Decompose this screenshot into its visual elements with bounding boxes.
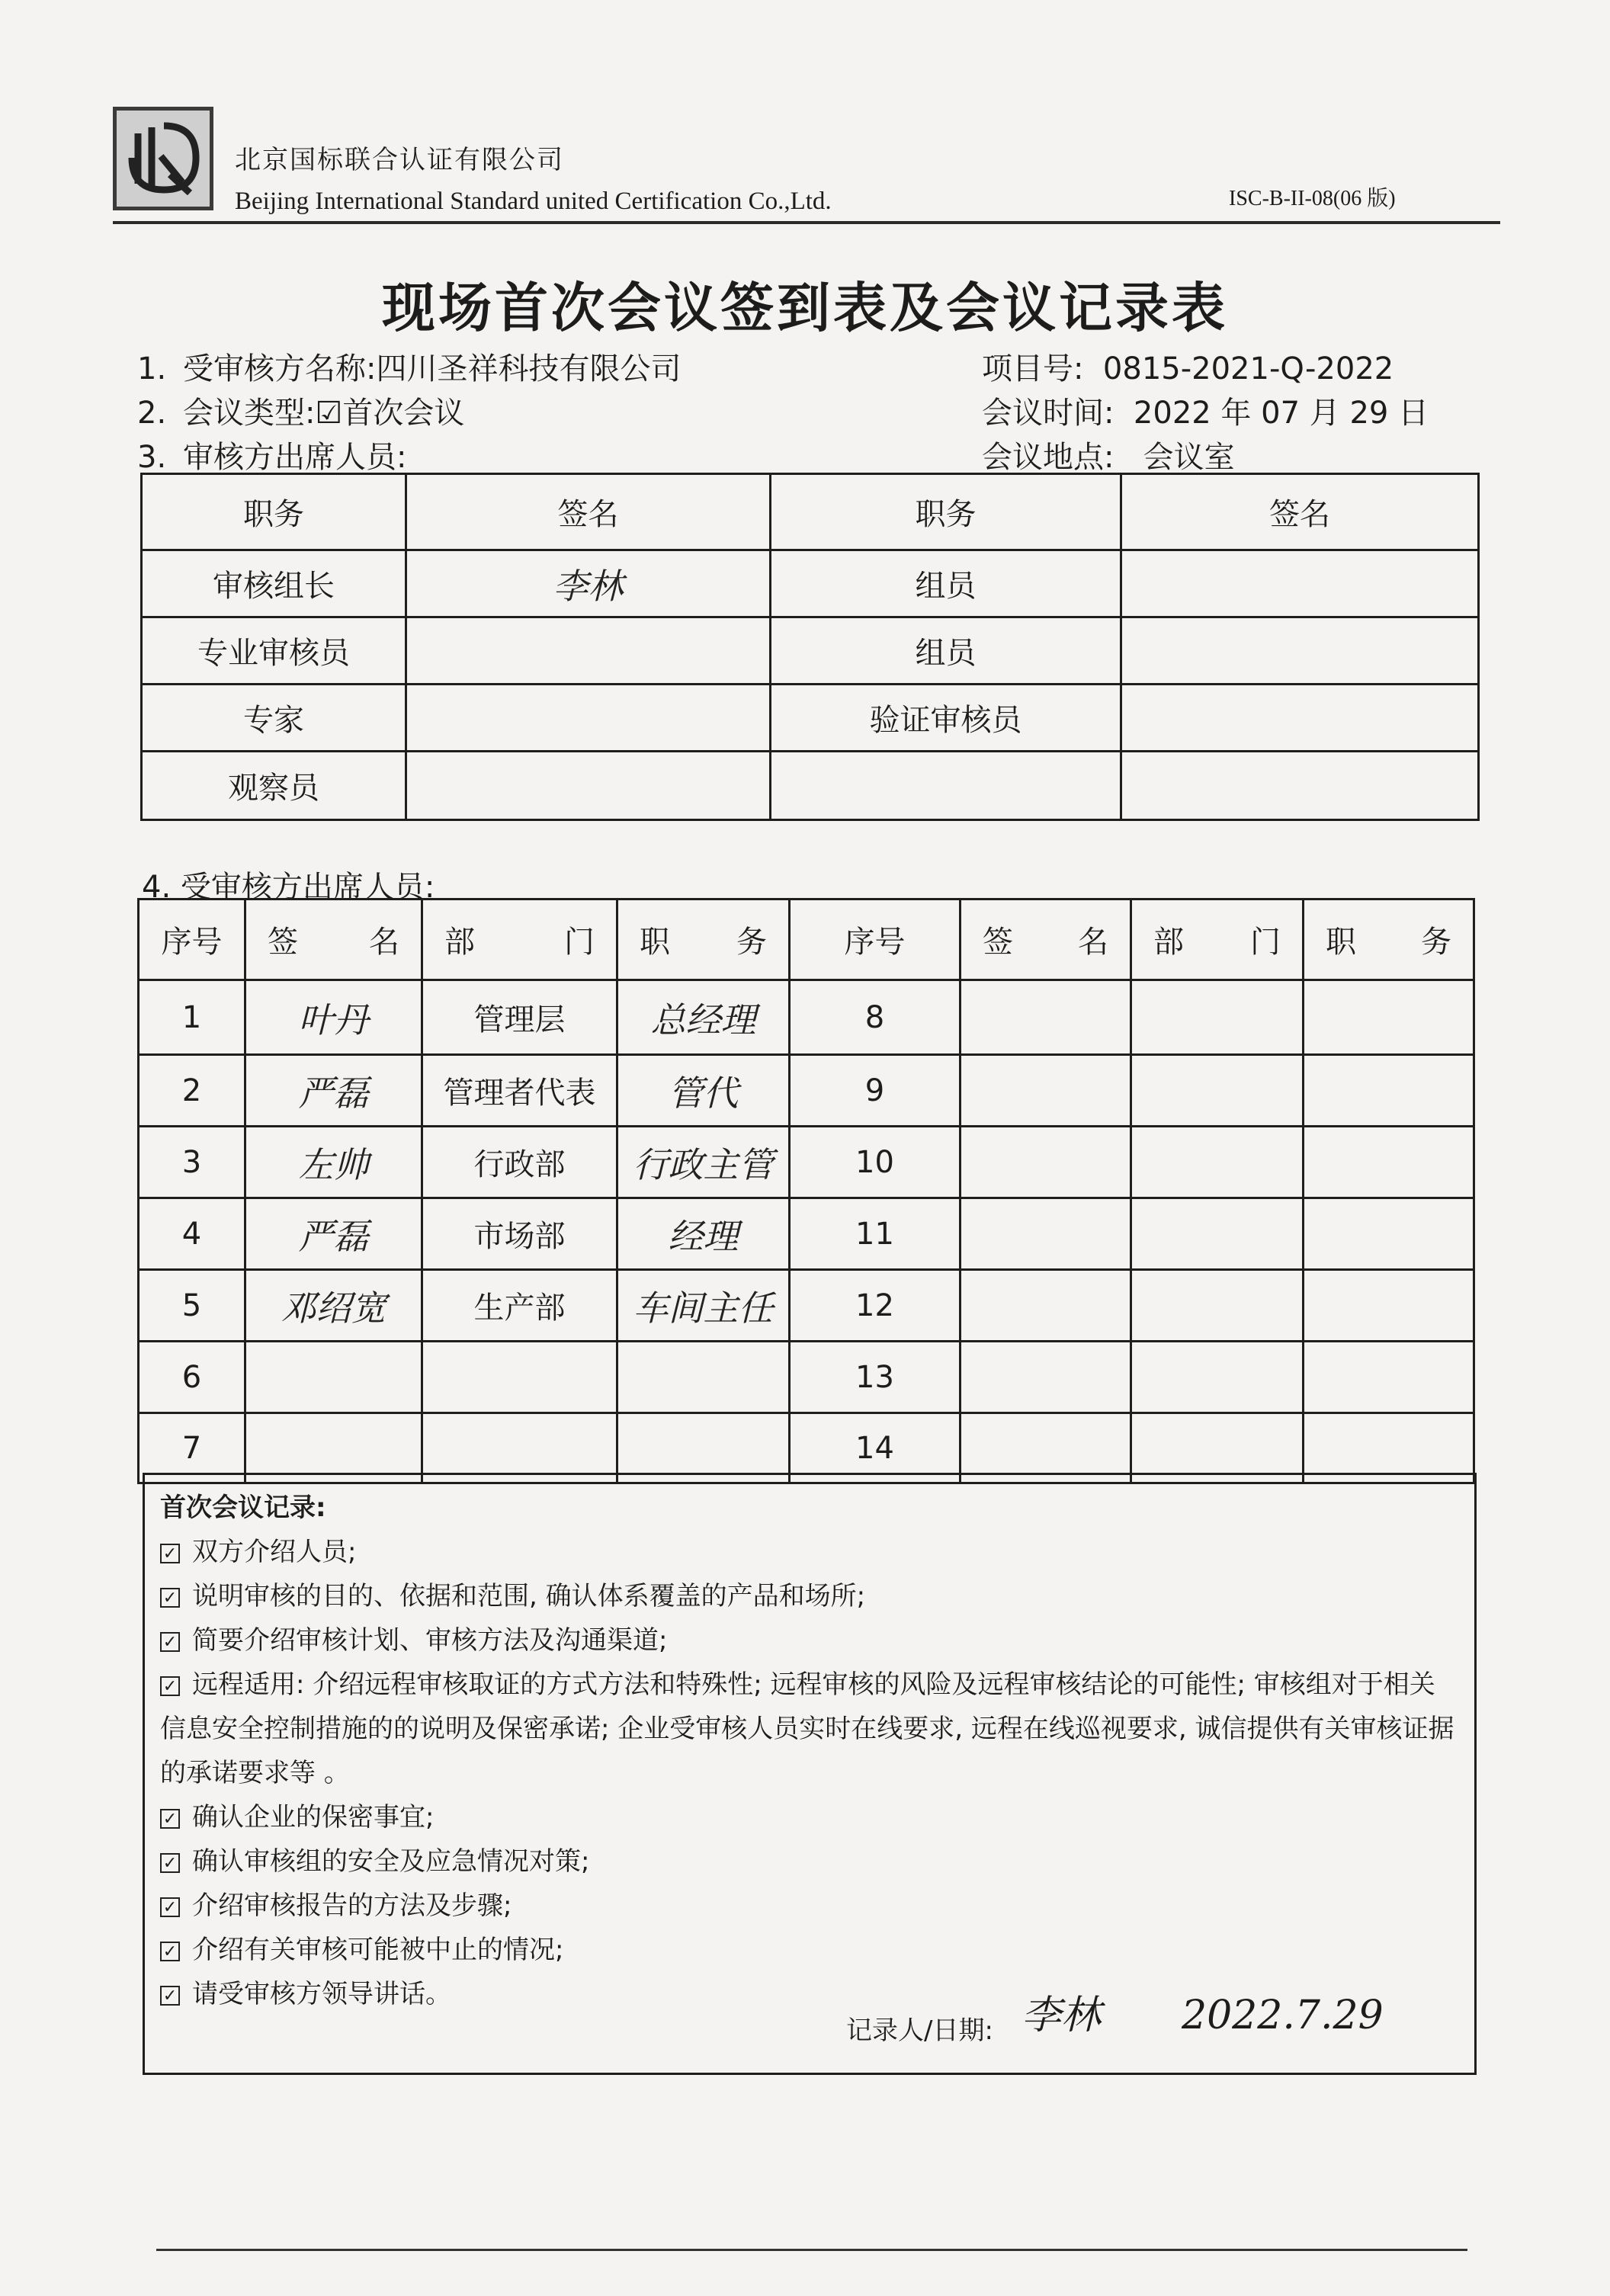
role-cell: 行政主管 bbox=[617, 1127, 790, 1198]
role-cell bbox=[1304, 1270, 1474, 1342]
checklist-item-text: 请受审核方领导讲话。 bbox=[192, 1979, 451, 2009]
seq-cell: 4 bbox=[139, 1198, 245, 1270]
signature-cell[interactable]: 严磊 bbox=[245, 1198, 422, 1270]
role-cell: 管代 bbox=[617, 1055, 790, 1127]
header-signature: 签 名 bbox=[245, 899, 422, 980]
table-row bbox=[142, 685, 1479, 752]
auditee-attendees-line: 4. 受审核方出席人员: bbox=[142, 870, 435, 905]
table-row bbox=[139, 1198, 1474, 1270]
checklist-item-text: 双方介绍人员; bbox=[192, 1537, 357, 1567]
signature-cell[interactable] bbox=[1121, 617, 1479, 685]
header-department: 部 门 bbox=[422, 899, 617, 980]
department-cell bbox=[1131, 1270, 1304, 1342]
table-row bbox=[139, 1055, 1474, 1127]
department-cell bbox=[1131, 1055, 1304, 1127]
signature-cell[interactable]: 李林 bbox=[406, 550, 771, 617]
signature-cell[interactable] bbox=[961, 1127, 1131, 1198]
form-code: ISC-B-II-08(06 版) bbox=[1229, 187, 1396, 210]
meeting-place-value: 会议室 bbox=[1143, 440, 1235, 475]
header-department: 部 门 bbox=[1131, 899, 1304, 980]
checkbox-icon[interactable]: ✓ bbox=[160, 1588, 180, 1608]
role-cell: 验证审核员 bbox=[771, 685, 1121, 752]
auditor-attendees-label: 审核方出席人员: bbox=[183, 440, 407, 475]
signature-cell[interactable] bbox=[961, 1342, 1131, 1413]
signature-cell[interactable]: 邓绍宽 bbox=[245, 1270, 422, 1342]
meeting-time-line bbox=[982, 389, 1429, 432]
recorder-date[interactable]: 2022.7.29 bbox=[1182, 1993, 1384, 2038]
seq-cell: 14 bbox=[790, 1413, 961, 1483]
checklist-item bbox=[160, 1884, 1459, 1928]
project-line bbox=[982, 345, 1394, 388]
seq-cell: 6 bbox=[139, 1342, 245, 1413]
seq-cell: 2 bbox=[139, 1055, 245, 1127]
department-cell: 管理者代表 bbox=[422, 1055, 617, 1127]
signature-cell[interactable] bbox=[406, 685, 771, 752]
role-cell bbox=[1304, 1198, 1474, 1270]
meeting-place-label: 会议地点: bbox=[982, 440, 1114, 475]
notes-checklist bbox=[160, 1530, 1459, 2016]
signature-cell[interactable] bbox=[1121, 550, 1479, 617]
table-row bbox=[139, 980, 1474, 1055]
checklist-item-text: 远程适用: 介绍远程审核取证的方式方法和特殊性; 远程审核的风险及远程审核结论的可能性; 审核组对于相关信息安全控制措施的的说明及保密承诺; 企业受审核人员实时在线要求, 远程在线巡视要求, 诚信提供有关审核证据的承诺要求等 。 bbox=[160, 1669, 1454, 1788]
checklist-item-text: 介绍有关审核可能被中止的情况; bbox=[192, 1935, 564, 1965]
role-cell bbox=[617, 1342, 790, 1413]
department-cell: 管理层 bbox=[422, 980, 617, 1055]
department-cell bbox=[422, 1342, 617, 1413]
auditee-table-header bbox=[139, 899, 1474, 980]
signature-cell[interactable] bbox=[406, 752, 771, 820]
header-seq: 序号 bbox=[790, 899, 961, 980]
checklist-item-text: 确认企业的保密事宜; bbox=[192, 1802, 435, 1833]
checklist-item bbox=[160, 1839, 1459, 1884]
seq-cell: 8 bbox=[790, 980, 961, 1055]
seq-cell: 13 bbox=[790, 1342, 961, 1413]
table-row bbox=[139, 1342, 1474, 1413]
seq-cell: 1 bbox=[139, 980, 245, 1055]
seq-cell: 3 bbox=[139, 1127, 245, 1198]
role-cell: 总经理 bbox=[617, 980, 790, 1055]
footer-divider bbox=[156, 2249, 1467, 2251]
role-cell: 观察员 bbox=[142, 752, 406, 820]
department-cell bbox=[1131, 1342, 1304, 1413]
table-row bbox=[142, 752, 1479, 820]
checkbox-icon[interactable]: ✓ bbox=[160, 1897, 180, 1917]
header-role: 职务 bbox=[771, 474, 1121, 550]
project-label: 项目号: bbox=[982, 351, 1084, 386]
auditee-attendees-label: 受审核方出席人员: bbox=[180, 870, 435, 905]
auditor-attendees-line: 3. 审核方出席人员: bbox=[137, 440, 407, 475]
checklist-item bbox=[160, 1618, 1459, 1663]
table-row bbox=[142, 617, 1479, 685]
department-cell: 生产部 bbox=[422, 1270, 617, 1342]
checklist-item bbox=[160, 1574, 1459, 1618]
company-name-en: Beijing International Standard united Certification Co.,Ltd. bbox=[235, 188, 832, 215]
seq-cell: 5 bbox=[139, 1270, 245, 1342]
signature-cell[interactable] bbox=[961, 1270, 1131, 1342]
department-cell bbox=[1131, 1127, 1304, 1198]
meeting-type-label: 会议类型: bbox=[183, 396, 316, 431]
checklist-item bbox=[160, 1530, 1459, 1574]
company-logo bbox=[113, 107, 213, 210]
department-cell: 行政部 bbox=[422, 1127, 617, 1198]
auditee-table-body bbox=[139, 980, 1474, 1483]
seq-cell: 10 bbox=[790, 1127, 961, 1198]
checkbox-icon[interactable]: ✓ bbox=[160, 1544, 180, 1563]
header-role: 职 务 bbox=[617, 899, 790, 980]
checklist-item bbox=[160, 1663, 1459, 1795]
meeting-type-line: 2. 会议类型:☑首次会议 bbox=[137, 396, 465, 431]
signature-cell[interactable]: 严磊 bbox=[245, 1055, 422, 1127]
signature-cell[interactable] bbox=[961, 980, 1131, 1055]
auditor-attendance-table bbox=[140, 473, 1480, 821]
meeting-time-label: 会议时间: bbox=[982, 396, 1114, 431]
department-cell: 市场部 bbox=[422, 1198, 617, 1270]
isc-logo-icon bbox=[117, 111, 210, 207]
checklist-item-text: 确认审核组的安全及应急情况对策; bbox=[192, 1846, 590, 1877]
header-seq: 序号 bbox=[139, 899, 245, 980]
department-cell bbox=[1131, 980, 1304, 1055]
recorder-signature[interactable]: 李林 bbox=[1021, 1993, 1102, 2038]
role-cell: 专业审核员 bbox=[142, 617, 406, 685]
role-cell bbox=[1304, 980, 1474, 1055]
seq-cell: 9 bbox=[790, 1055, 961, 1127]
role-cell: 经理 bbox=[617, 1198, 790, 1270]
meeting-type-value: 首次会议 bbox=[342, 396, 465, 431]
recorder-label: 记录人/日期: bbox=[846, 2015, 993, 2046]
role-cell bbox=[1304, 1055, 1474, 1127]
checklist-item-text: 介绍审核报告的方法及步骤; bbox=[192, 1890, 512, 1921]
checkbox-icon[interactable]: ✓ bbox=[160, 1986, 180, 2006]
role-cell bbox=[1304, 1342, 1474, 1413]
signature-cell[interactable] bbox=[406, 617, 771, 685]
signature-cell[interactable]: 叶丹 bbox=[245, 980, 422, 1055]
auditee-name-label: 受审核方名称: bbox=[183, 351, 377, 386]
checkbox-icon[interactable]: ✓ bbox=[160, 1942, 180, 1961]
header-signature: 签 名 bbox=[961, 899, 1131, 980]
role-cell: 车间主任 bbox=[617, 1270, 790, 1342]
table-row bbox=[139, 1270, 1474, 1342]
header-role: 职 务 bbox=[1304, 899, 1474, 980]
signature-cell[interactable] bbox=[961, 1055, 1131, 1127]
signature-cell[interactable] bbox=[1121, 685, 1479, 752]
company-name-cn: 北京国标联合认证有限公司 bbox=[235, 145, 564, 175]
header-signature: 签名 bbox=[406, 474, 771, 550]
checklist-item bbox=[160, 1928, 1459, 1972]
checklist-item bbox=[160, 1795, 1459, 1839]
meeting-type-checkbox[interactable]: ☑ bbox=[315, 396, 343, 431]
checklist-item-text: 说明审核的目的、依据和范围, 确认体系覆盖的产品和场所; bbox=[192, 1581, 866, 1611]
header-signature: 签名 bbox=[1121, 474, 1479, 550]
role-cell: 组员 bbox=[771, 617, 1121, 685]
role-cell: 组员 bbox=[771, 550, 1121, 617]
role-cell bbox=[771, 752, 1121, 820]
meeting-time-value: 2022 年 07 月 29 日 bbox=[1133, 396, 1429, 431]
table-row bbox=[142, 550, 1479, 617]
signature-cell[interactable] bbox=[961, 1198, 1131, 1270]
signature-cell[interactable]: 左帅 bbox=[245, 1127, 422, 1198]
checklist-item-text: 简要介绍审核计划、审核方法及沟通渠道; bbox=[192, 1625, 668, 1656]
seq-cell: 11 bbox=[790, 1198, 961, 1270]
auditor-table-header bbox=[142, 474, 1479, 550]
checkbox-icon[interactable]: ✓ bbox=[160, 1676, 180, 1696]
role-cell: 专家 bbox=[142, 685, 406, 752]
auditee-attendance-table bbox=[137, 898, 1475, 1484]
seq-cell: 7 bbox=[139, 1413, 245, 1483]
header-role: 职务 bbox=[142, 474, 406, 550]
signature-cell[interactable] bbox=[245, 1342, 422, 1413]
table-row bbox=[139, 1127, 1474, 1198]
checkbox-icon[interactable]: ✓ bbox=[160, 1853, 180, 1873]
notes-title: 首次会议记录: bbox=[160, 1493, 326, 1523]
project-value: 0815-2021-Q-2022 bbox=[1102, 351, 1394, 386]
signature-cell[interactable] bbox=[1121, 752, 1479, 820]
role-cell bbox=[1304, 1127, 1474, 1198]
meeting-notes-box bbox=[143, 1473, 1477, 2075]
auditee-name-line: 1. 受审核方名称:四川圣祥科技有限公司 bbox=[137, 351, 682, 386]
header-divider bbox=[113, 221, 1500, 224]
page-title: 现场首次会议签到表及会议记录表 bbox=[382, 277, 1228, 339]
checkbox-icon[interactable]: ✓ bbox=[160, 1809, 180, 1829]
department-cell bbox=[1131, 1198, 1304, 1270]
role-cell: 审核组长 bbox=[142, 550, 406, 617]
seq-cell: 12 bbox=[790, 1270, 961, 1342]
checkbox-icon[interactable]: ✓ bbox=[160, 1632, 180, 1652]
auditee-name-value: 四川圣祥科技有限公司 bbox=[376, 351, 682, 386]
meeting-place-line bbox=[982, 433, 1235, 476]
